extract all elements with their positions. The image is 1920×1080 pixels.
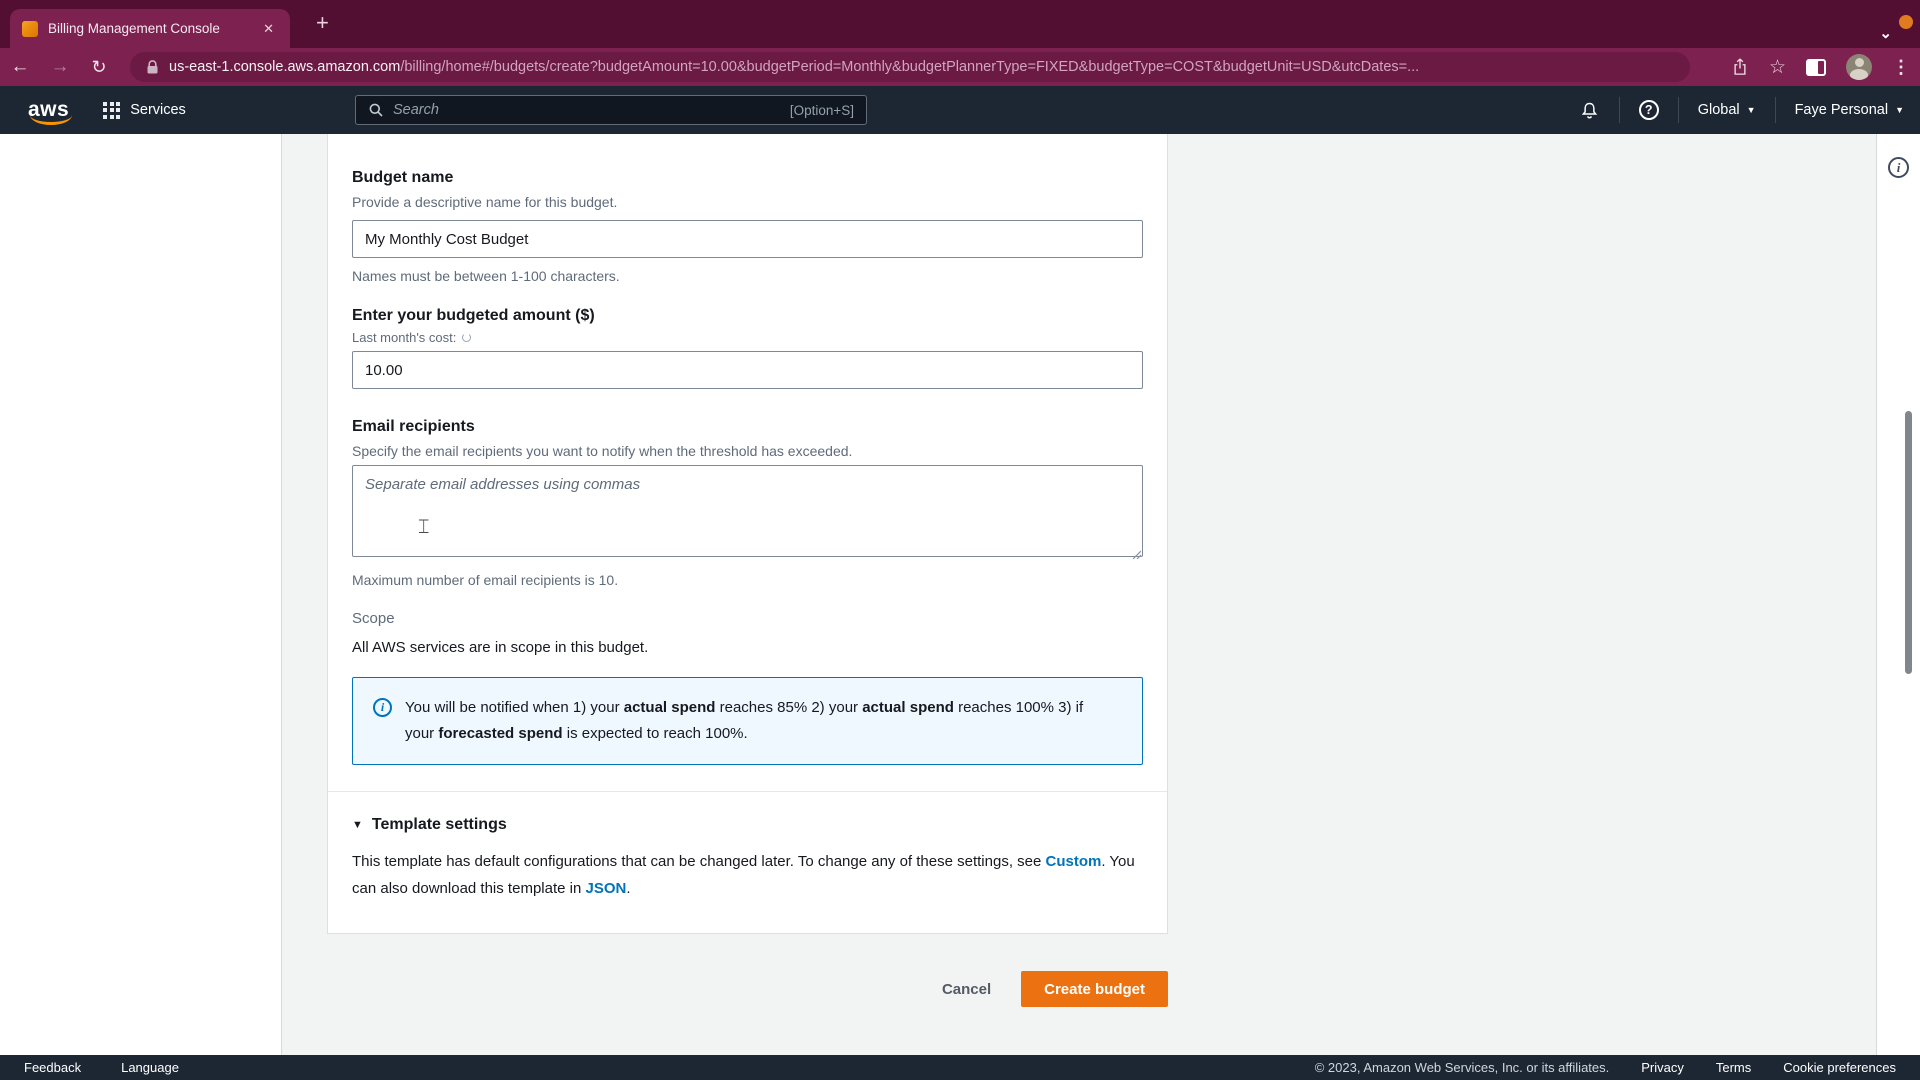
email-recipients-label: Email recipients <box>352 418 475 435</box>
caret-down-icon: ▼ <box>1895 105 1904 115</box>
scope-text: All AWS services are in scope in this budget. <box>352 639 649 656</box>
search-shortcut-hint: [Option+S] <box>789 102 854 118</box>
template-settings-text: This template has default configurations that can be changed later. To change any of these settings, see Custom. You can also download this template in JSON. <box>352 853 1135 897</box>
form-actions <box>327 971 1168 1007</box>
aws-logo[interactable]: aws <box>28 98 70 121</box>
search-input[interactable] <box>393 102 781 118</box>
navbar-right-group <box>1579 86 1904 134</box>
help-icon[interactable]: ? <box>1639 100 1659 120</box>
url-text <box>169 59 1419 75</box>
scope-label: Scope <box>352 610 395 627</box>
caret-down-icon: ▼ <box>1746 105 1756 115</box>
email-recipients-textarea[interactable] <box>352 465 1143 557</box>
budget-name-constraint: Names must be between 1-100 characters. <box>352 268 620 284</box>
reload-button[interactable]: ↻ <box>91 56 107 77</box>
nav-divider <box>1775 97 1776 123</box>
template-settings-toggle[interactable] <box>352 816 1143 834</box>
budget-name-label: Budget name <box>352 169 454 186</box>
cookie-preferences-link[interactable]: Cookie preferences <box>1783 1060 1896 1075</box>
aws-billing-favicon <box>22 21 38 37</box>
browser-tab-strip <box>0 0 1920 48</box>
caret-down-icon: ▼ <box>352 819 363 831</box>
resize-handle-icon[interactable] <box>1131 549 1141 559</box>
url-path: /billing/home#/budgets/create?budgetAmount=10.00&budgetPeriod=Monthly&budgetPlannerType=FIXED&budgetType=COST&budgetUnit=USD&utcDates=... <box>400 59 1420 75</box>
cancel-button[interactable]: Cancel <box>941 980 992 998</box>
section-divider <box>328 791 1167 792</box>
chevron-down-icon[interactable]: ⌄ <box>1879 25 1892 42</box>
region-selector[interactable] <box>1698 102 1756 118</box>
region-label: Global <box>1697 102 1740 118</box>
browser-tab[interactable] <box>10 9 290 48</box>
tab-title: Billing Management Console <box>48 21 220 36</box>
console-search-box[interactable] <box>355 95 867 125</box>
lock-icon <box>146 60 159 75</box>
info-icon: i <box>373 698 392 717</box>
footer-right-group <box>1315 1060 1896 1075</box>
nav-divider <box>1678 97 1679 123</box>
budget-amount-label: Enter your budgeted amount ($) <box>352 307 595 324</box>
email-recipients-area-wrap <box>352 465 1143 562</box>
account-label: Faye Personal <box>1794 102 1889 118</box>
aws-console-navbar <box>0 86 1920 134</box>
console-footer <box>0 1055 1920 1080</box>
budget-amount-input[interactable] <box>352 351 1143 389</box>
budget-name-description: Provide a descriptive name for this budget. <box>352 194 618 210</box>
last-month-cost-hint <box>352 330 1143 345</box>
privacy-link[interactable]: Privacy <box>1641 1060 1684 1075</box>
last-month-cost-text: Last month's cost: <box>352 330 457 345</box>
address-bar[interactable] <box>130 52 1690 82</box>
url-domain: us-east-1.console.aws.amazon.com <box>169 59 401 75</box>
left-sidebar <box>0 134 282 1055</box>
search-icon <box>368 102 384 118</box>
terms-link[interactable]: Terms <box>1715 1060 1752 1075</box>
right-tools-panel <box>1876 134 1920 1055</box>
notifications-bell-icon[interactable] <box>1579 100 1600 121</box>
email-recipients-description: Specify the email recipients you want to notify when the threshold has exceeded. <box>352 443 853 459</box>
browser-toolbar-actions <box>1731 48 1910 86</box>
text-cursor-icon: ⌶ <box>418 517 430 538</box>
info-panel-icon[interactable]: i <box>1888 157 1909 178</box>
notification-info-alert <box>352 677 1143 765</box>
account-menu[interactable] <box>1795 102 1904 118</box>
create-budget-button[interactable]: Create budget <box>1021 971 1168 1007</box>
scrollbar-thumb[interactable] <box>1905 411 1912 674</box>
close-tab-icon[interactable]: ✕ <box>263 20 274 36</box>
copyright-text: © 2023, Amazon Web Services, Inc. or its affiliates. <box>1314 1060 1610 1075</box>
recording-indicator-dot <box>1899 15 1913 29</box>
browser-profile-avatar[interactable] <box>1846 54 1872 80</box>
bookmark-star-icon[interactable]: ☆ <box>1768 56 1786 78</box>
loading-spinner-icon <box>462 333 471 342</box>
budget-name-input[interactable] <box>352 220 1143 258</box>
language-link[interactable]: Language <box>121 1060 179 1075</box>
side-panel-icon[interactable] <box>1806 59 1826 76</box>
alert-text: You will be notified when 1) your actual spend reaches 85% 2) your actual spend reaches 100% 3) if your forecasted spend is expected to reach 100%. <box>405 699 1084 742</box>
services-grid-icon <box>103 102 120 119</box>
services-menu-button[interactable] <box>103 102 186 119</box>
custom-link[interactable]: Custom <box>1045 853 1102 870</box>
browser-menu-icon[interactable]: ⋮ <box>1892 56 1910 77</box>
nav-divider <box>1619 97 1620 123</box>
browser-toolbar <box>0 48 1920 86</box>
services-label: Services <box>130 102 186 118</box>
share-icon[interactable] <box>1731 57 1749 77</box>
new-tab-button[interactable]: + <box>316 10 329 35</box>
page-body <box>0 134 1920 1055</box>
json-link[interactable]: JSON <box>585 880 627 897</box>
forward-button[interactable]: → <box>50 56 70 77</box>
back-button[interactable]: ← <box>10 56 30 77</box>
email-recipients-constraint: Maximum number of email recipients is 10. <box>352 572 619 588</box>
feedback-link[interactable]: Feedback <box>24 1060 82 1075</box>
footer-left-group <box>24 1060 179 1075</box>
budget-form-card <box>327 134 1168 934</box>
template-settings-title: Template settings <box>371 816 507 833</box>
